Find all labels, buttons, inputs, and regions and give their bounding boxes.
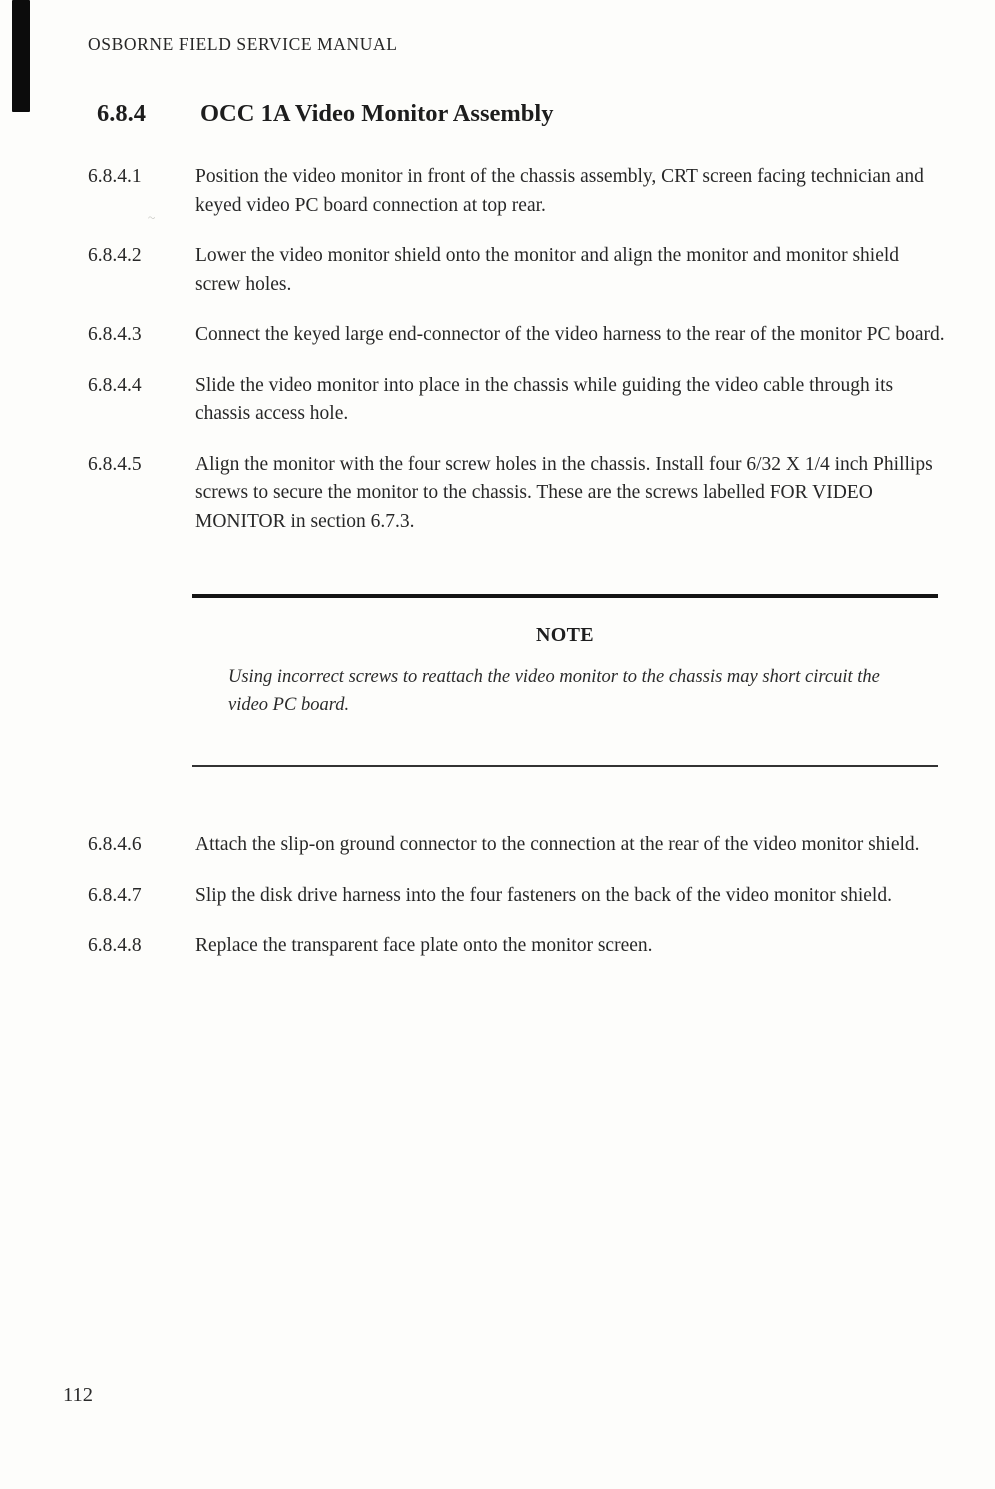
procedure-step (88, 321, 950, 350)
running-header: OSBORNE FIELD SERVICE MANUAL (88, 34, 398, 54)
note-rule-bottom (192, 765, 938, 767)
procedure-step (88, 882, 950, 911)
procedure-step (88, 932, 950, 961)
procedure-step (88, 831, 950, 860)
section-heading (97, 100, 553, 128)
step-number: 6.8.4.5 (88, 453, 142, 475)
step-number: 6.8.4.7 (88, 884, 142, 906)
step-text: Connect the keyed large end-connector of the video harness to the rear of the monitor PC board. (195, 324, 945, 345)
procedure-step (88, 163, 950, 220)
step-text: Replace the transparent face plate onto the monitor screen. (195, 935, 653, 956)
step-text: Lower the video monitor shield onto the monitor and align the monitor and monitor shield screw holes. (195, 245, 900, 295)
step-number: 6.8.4.2 (88, 245, 142, 266)
step-number: 6.8.4.4 (88, 374, 142, 396)
step-text: Slide the video monitor into place in the chassis while guiding the video cable through its chassis access hole. (195, 374, 894, 424)
procedure-steps (88, 163, 950, 983)
section-number: 6.8.4 (97, 100, 146, 127)
scan-speckle: ~ (147, 209, 157, 226)
section-title: OCC 1A Video Monitor Assembly (200, 100, 554, 127)
step-number: 6.8.4.8 (88, 935, 142, 956)
step-text: Slip the disk drive harness into the four fasteners on the back of the video monitor shield. (195, 884, 892, 906)
step-text: Position the video monitor in front of the chassis assembly, CRT screen facing technician and keyed video PC board connection at top rear. (195, 166, 924, 216)
step-text: Attach the slip-on ground connector to the connection at the rear of the video monitor shield. (195, 834, 920, 855)
scan-edge-artifact (12, 0, 30, 112)
procedure-step (88, 451, 950, 537)
note-label: NOTE (536, 624, 594, 646)
note-callout (192, 594, 938, 767)
step-number: 6.8.4.3 (88, 324, 142, 345)
note-rule-top (192, 594, 938, 598)
step-number: 6.8.4.6 (88, 834, 142, 855)
page-number: 112 (63, 1384, 93, 1406)
note-text: Using incorrect screws to reattach the video monitor to the chassis may short circuit the video PC board. (228, 667, 880, 715)
step-text: Align the monitor with the four screw holes in the chassis. Install four 6/32 X 1/4 inch Phillips screws to secure the monitor to the chassis. These are the screws labelled FOR VIDEO MONITOR in section 6.7.3. (195, 453, 933, 532)
step-number: 6.8.4.1 (88, 166, 142, 187)
procedure-step (88, 242, 950, 299)
procedure-step (88, 372, 950, 429)
